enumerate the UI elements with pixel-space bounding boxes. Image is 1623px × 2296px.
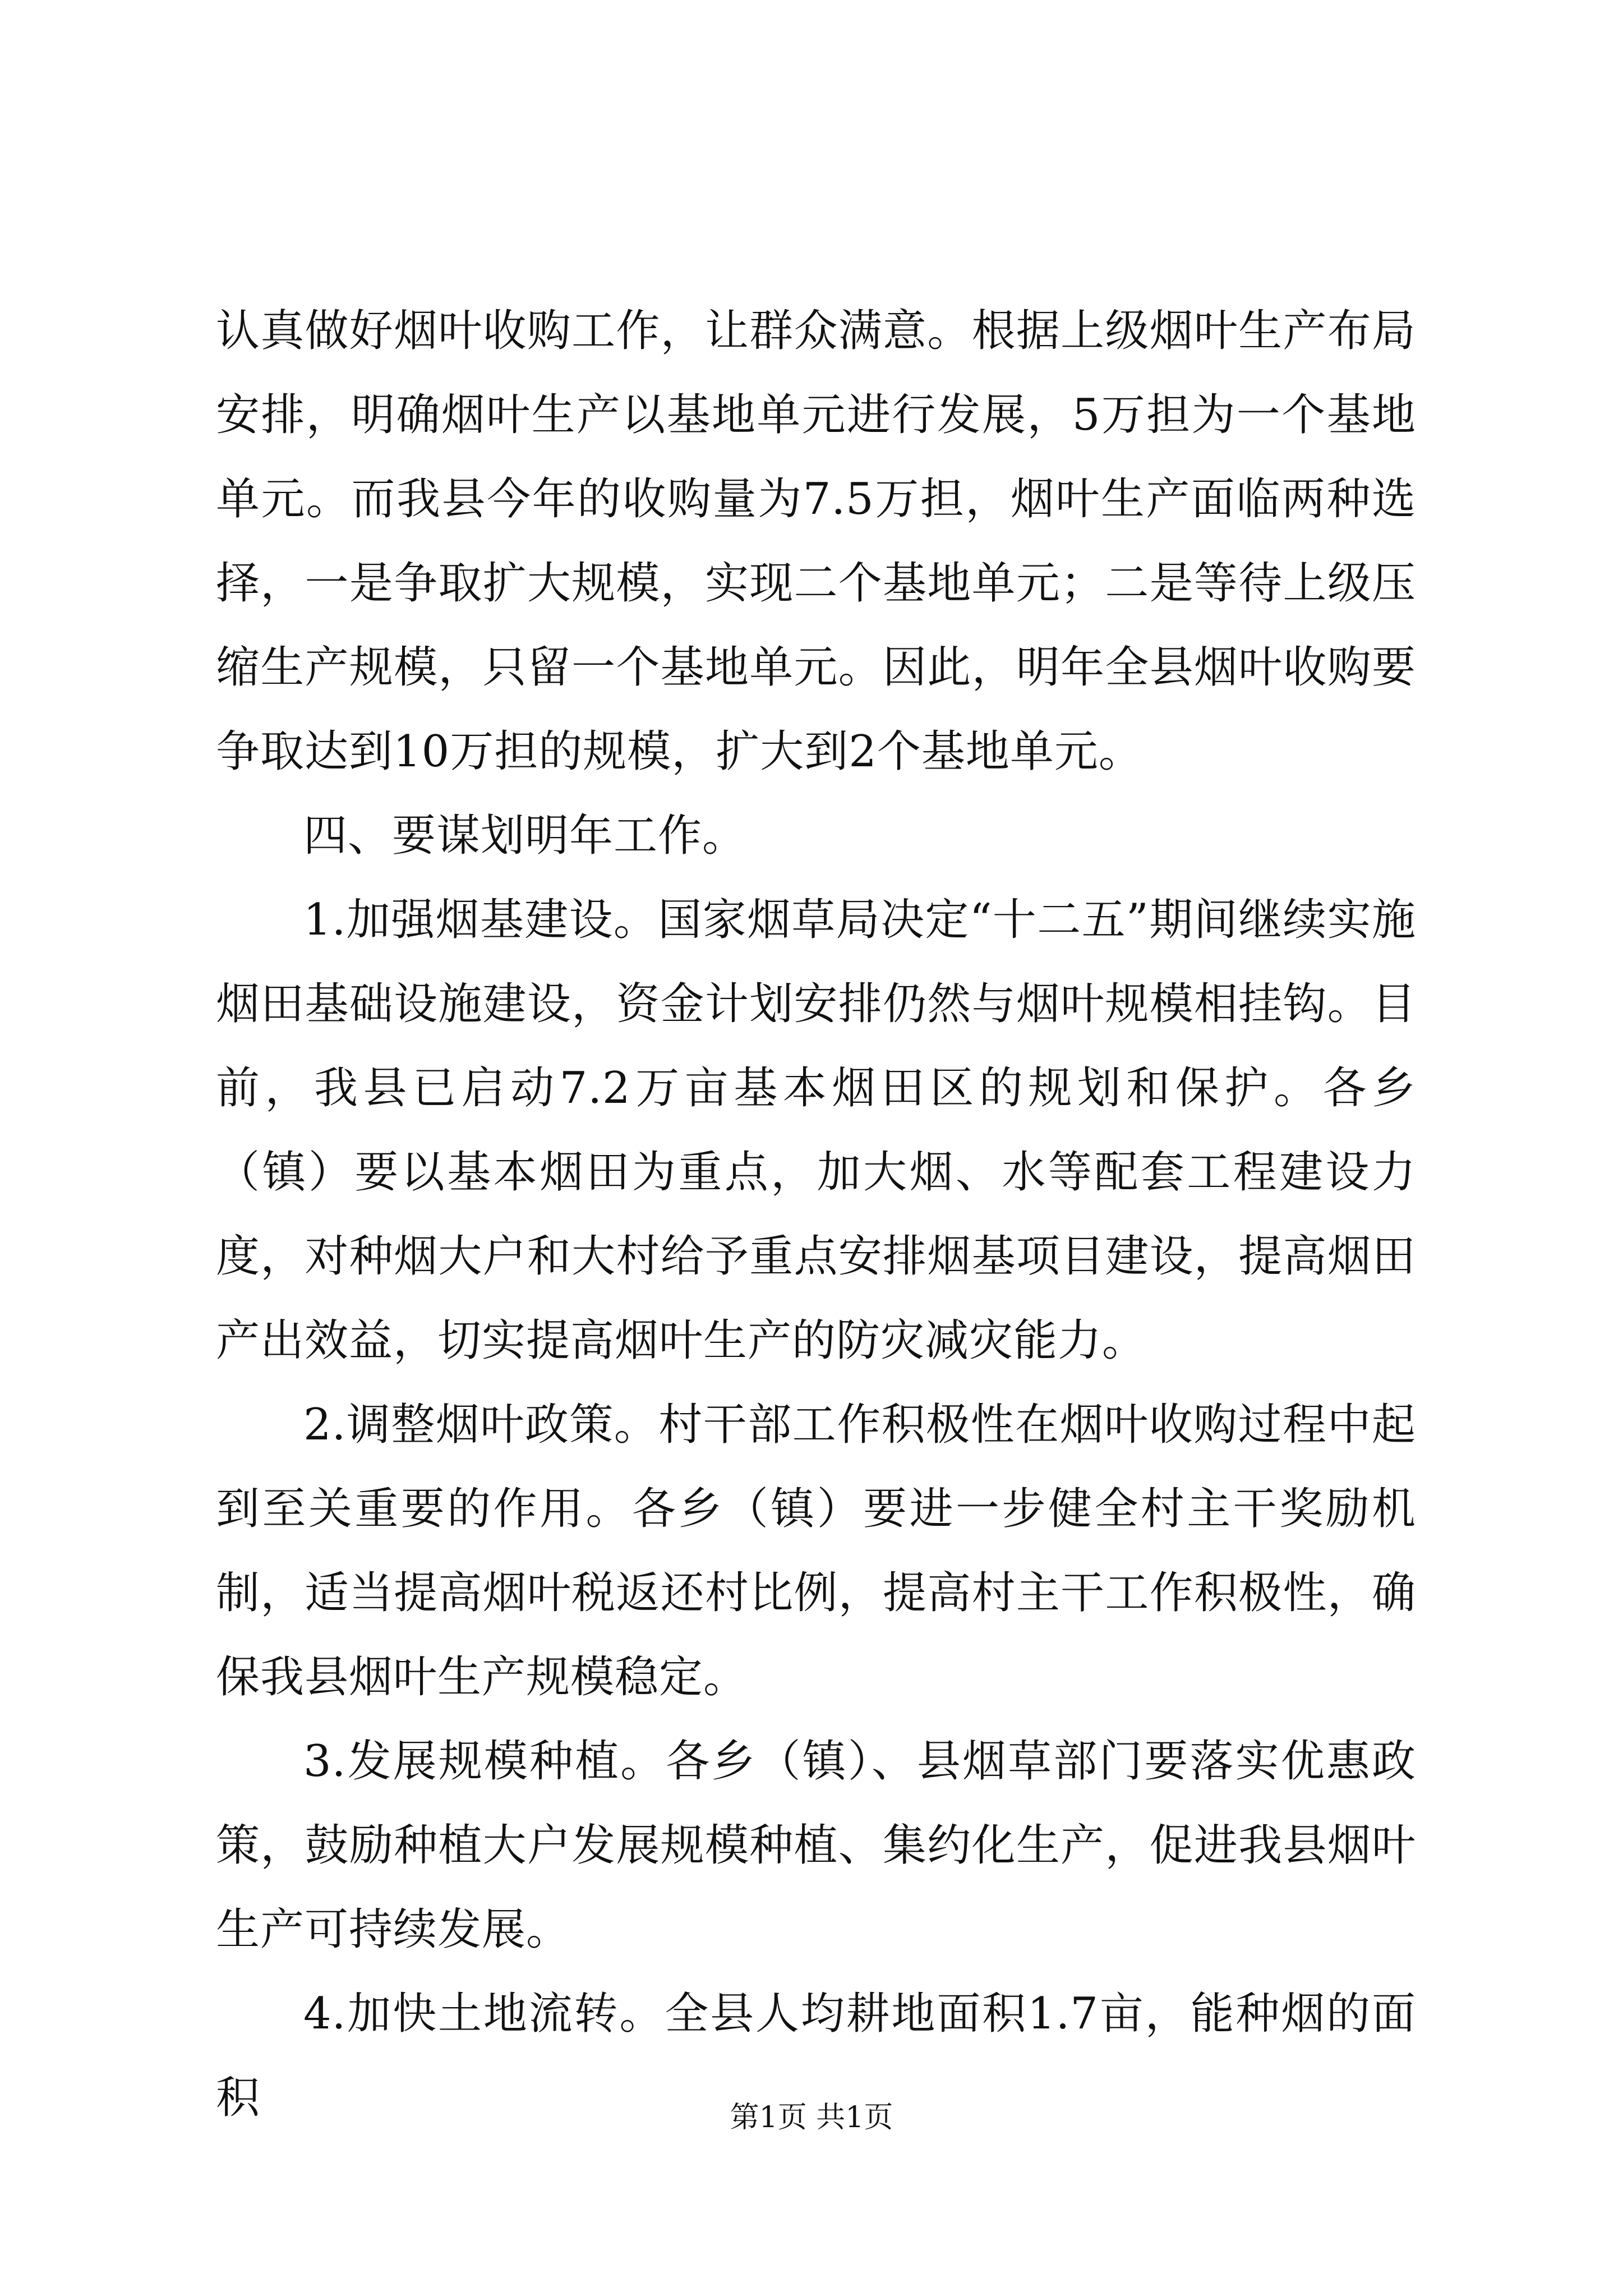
paragraph-item-2: 2.调整烟叶政策。村干部工作积极性在烟叶收购过程中起到至关重要的作用。各乡（镇）要进一步健全村主干奖励机制，适当提高烟叶税返还村比例，提高村主干工作积极性，确保我县烟叶生产规模稳定。 — [216, 1400, 1416, 1703]
paragraph-item-4: 4.加快土地流转。全县人均耕地面积1.7亩，能种烟的面积 — [216, 1989, 1416, 2123]
paragraph-item-1: 1.加强烟基建设。国家烟草局决定“十二五”期间继续实施烟田基础设施建设，资金计划安排仍然与烟叶规模相挂钩。目前，我县已启动7.2万亩基本烟田区的规划和保护。各乡（镇）要以基本烟田为重点，加大烟、水等配套工程建设力度，对种烟大户和大村给予重点安排烟基项目建设，提高烟田产出效益，切实提高烟叶生产的防灾减灾能力。 — [216, 895, 1416, 1366]
page-number-footer: 第1页 共1页 — [730, 2101, 893, 2134]
section-heading-four: 四、要谋划明年工作。 — [303, 811, 747, 861]
document-body — [216, 289, 1416, 2140]
paragraph-item-3: 3.发展规模种植。各乡（镇）、县烟草部门要落实优惠政策，鼓励种植大户发展规模种植、集约化生产，促进我县烟叶生产可持续发展。 — [216, 1736, 1416, 1955]
paragraph-continuation: 认真做好烟叶收购工作，让群众满意。根据上级烟叶生产布局安排，明确烟叶生产以基地单元进行发展，5万担为一个基地单元。而我县今年的收购量为7.5万担，烟叶生产面临两种选择，一是争取扩大规模，实现二个基地单元；二是等待上级压缩生产规模，只留一个基地单元。因此，明年全县烟叶收购要争取达到10万担的规模，扩大到2个基地单元。 — [216, 306, 1416, 777]
